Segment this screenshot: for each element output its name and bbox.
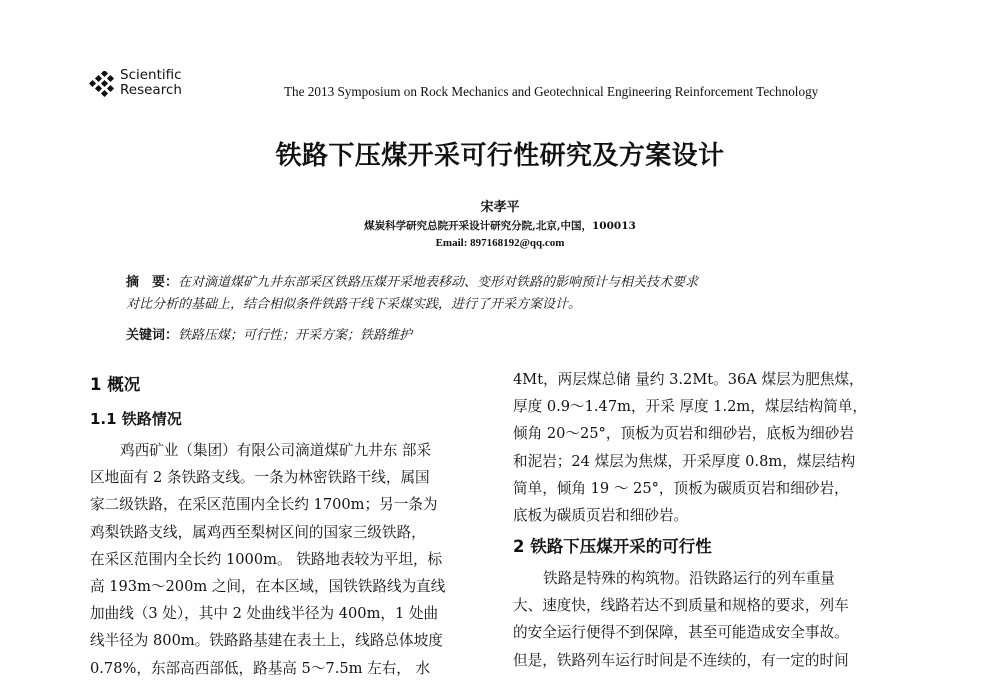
- paragraph-line: 但是，铁路列车运行时间是不连续的，有一定的时间: [513, 651, 849, 669]
- paragraph-line: 4Mt，两层煤总储 量约 3.2Mt。36A 煤层为肥焦煤，: [513, 371, 864, 388]
- paragraph-line: 线半径为 800m。铁路路基建在表土上，线路总体坡度: [90, 632, 443, 650]
- keywords-label: 关键词：: [126, 328, 179, 343]
- keywords: [126, 324, 412, 343]
- abstract-label: 摘 要：: [126, 275, 179, 290]
- publisher-logo: [88, 68, 198, 102]
- paragraph-line: 厚度 0.9～1.47m，开采 厚度 1.2m，煤层结构简单，: [513, 398, 868, 416]
- author-email: Email: 897168192@qq.com: [435, 237, 565, 249]
- paragraph-line: 的安全运行便得不到保障，甚至可能造成安全事故。: [513, 624, 849, 642]
- paper-title: 铁路下压煤开采可行性研究及方案设计: [275, 141, 725, 171]
- section-1-heading: 1 概况: [90, 375, 141, 394]
- logo-text: [120, 68, 182, 98]
- abstract-line-1: 在对滴道煤矿九井东部采区铁路压煤开采地表移动、变形对铁路的影响预计与相关技术要求: [178, 275, 699, 290]
- scientific-research-diamond-icon: [88, 71, 118, 97]
- keywords-text: 铁路压煤；可行性；开采方案；铁路维护: [178, 328, 413, 343]
- logo-line-1: Scientific: [120, 67, 182, 83]
- logo-line-2: Research: [120, 82, 182, 98]
- paragraph-line: 鸡西矿业（集团）有限公司滴道煤矿九井东 部采: [120, 442, 432, 459]
- section-1-1-heading: 1.1 铁路情况: [90, 410, 182, 428]
- author-name: 宋孝平: [480, 200, 520, 215]
- paragraph-line: 和泥岩；24 煤层为焦煤，开采厚度 0.8m，煤层结构: [513, 452, 856, 470]
- paragraph-line: 大、速度快，线路若达不到质量和规格的要求，列车: [513, 597, 849, 615]
- abstract: [126, 272, 698, 316]
- paragraph-line: 倾角 20～25°，顶板为页岩和细砂岩，底板为细砂岩: [513, 425, 854, 443]
- paragraph-line: 鸡梨铁路支线，属鸡西至梨树区间的国家三级铁路，: [90, 523, 426, 541]
- paragraph-line: 高 193m～200m 之间，在本区域，国铁铁路线为直线: [90, 578, 446, 596]
- left-column-body: [90, 437, 490, 682]
- paragraph-line: 简单，倾角 19 ～ 25°，顶板为碳质页岩和细砂岩，: [513, 479, 849, 497]
- abstract-line-2: 对比分析的基础上，结合相似条件铁路干线下采煤实践，进行了开采方案设计。: [126, 297, 582, 312]
- venue-header: The 2013 Symposium on Rock Mechanics and Geotechnical Engineering Reinforcement Technology: [284, 84, 819, 99]
- section-2-heading: 2 铁路下压煤开采的可行性: [513, 537, 712, 556]
- paragraph-line: 铁路是特殊的构筑物。沿铁路运行的列车重量: [543, 570, 835, 587]
- paragraph-line: 底板为碳质页岩和细砂岩。: [513, 507, 689, 525]
- paragraph-line: 家二级铁路，在采区范围内全长约 1700m；另一条为: [90, 496, 438, 514]
- paragraph-line: 加曲线（3 处），其中 2 处曲线半径为 400m，1 处曲: [90, 605, 439, 623]
- paragraph-line: 在采区范围内全长约 1000m。 铁路地表较为平坦，标: [90, 550, 443, 568]
- paragraph-line: 区地面有 2 条铁路支线。一条为林密铁路干线，属国: [90, 469, 430, 487]
- paragraph-line: 0.78%，东部高西部低，路基高 5～7.5m 左右， 水: [90, 659, 431, 677]
- right-column-body-top: [513, 366, 913, 529]
- author-affiliation: 煤炭科学研究总院开采设计研究分院,北京,中国，100013: [364, 220, 636, 232]
- right-column-body-bottom: [513, 565, 913, 674]
